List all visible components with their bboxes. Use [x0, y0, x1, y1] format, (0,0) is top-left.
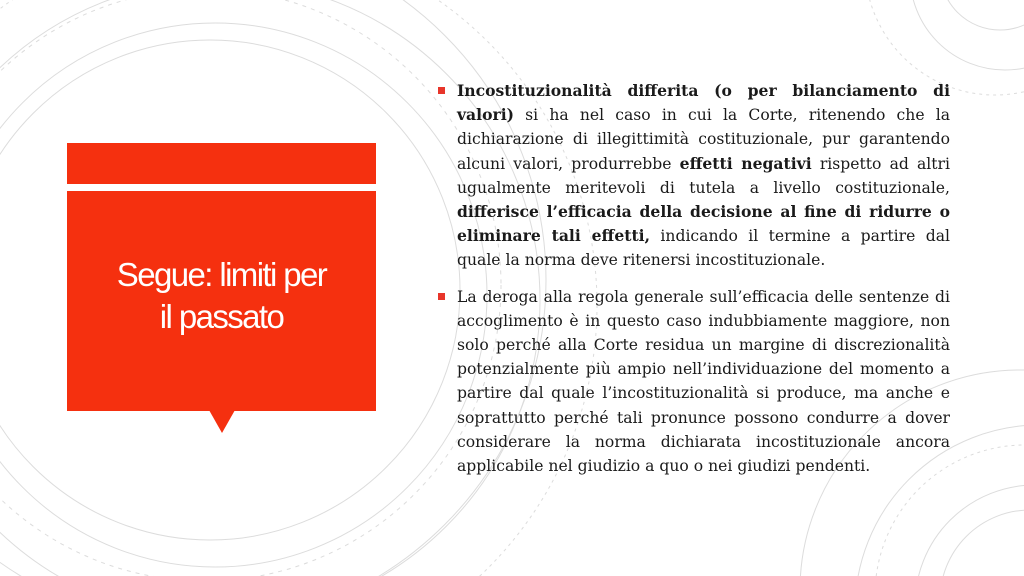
bullet-1-bold-1: Incostituzionalità differita (o per bilanciamento di valori): [457, 81, 950, 125]
bullet-item-2: [437, 285, 950, 479]
bullet-2-text: La deroga alla regola generale sull’efficacia delle sentenze di accoglimento è in questo caso indubbiamente maggiore, non solo perché alla Corte residua un margine di discrezionalità potenzialmente più ampio nell’individuazione del momento a partire dal quale l’incostituzionalità si produce, ma anche e soprattutto perché tali pronunce possono condurre a dover considerare la norma dichiarata incostituzionale ancora applicabile nel giudizio a quo o nei giudizi pendenti.: [457, 287, 950, 476]
content-body: [437, 79, 950, 490]
bullet-1-text-1: si ha nel caso in cui la Corte, ritenendo che la dichiarazione di illegittimità costituzionale, pur garantendo alcuni valori, produrrebbe: [457, 106, 950, 173]
bullet-item-1: [437, 79, 950, 273]
slide-title-line-2: il passato: [159, 298, 284, 335]
title-pointer-triangle: [209, 410, 235, 433]
bullet-1-bold-3: differisce l’efficacia della decisione al fine di ridurre o eliminare tali effetti,: [457, 202, 950, 246]
bullet-marker-icon: [438, 293, 445, 300]
slide-title: [117, 254, 326, 338]
bullet-1-text-3: indicando il termine a partire dal quale la norma deve ritenersi incostituzionale.: [457, 227, 950, 270]
bullet-marker-icon: [438, 87, 445, 94]
bullet-1-text-2: rispetto ad altri ugualmente meritevoli di tutela a livello costituzionale,: [457, 154, 951, 197]
slide-title-line-1: Segue: limiti per: [116, 256, 327, 293]
bullet-1-bold-2: effetti negativi: [679, 153, 812, 173]
title-accent-bar: [67, 143, 376, 184]
title-box: [67, 191, 376, 411]
